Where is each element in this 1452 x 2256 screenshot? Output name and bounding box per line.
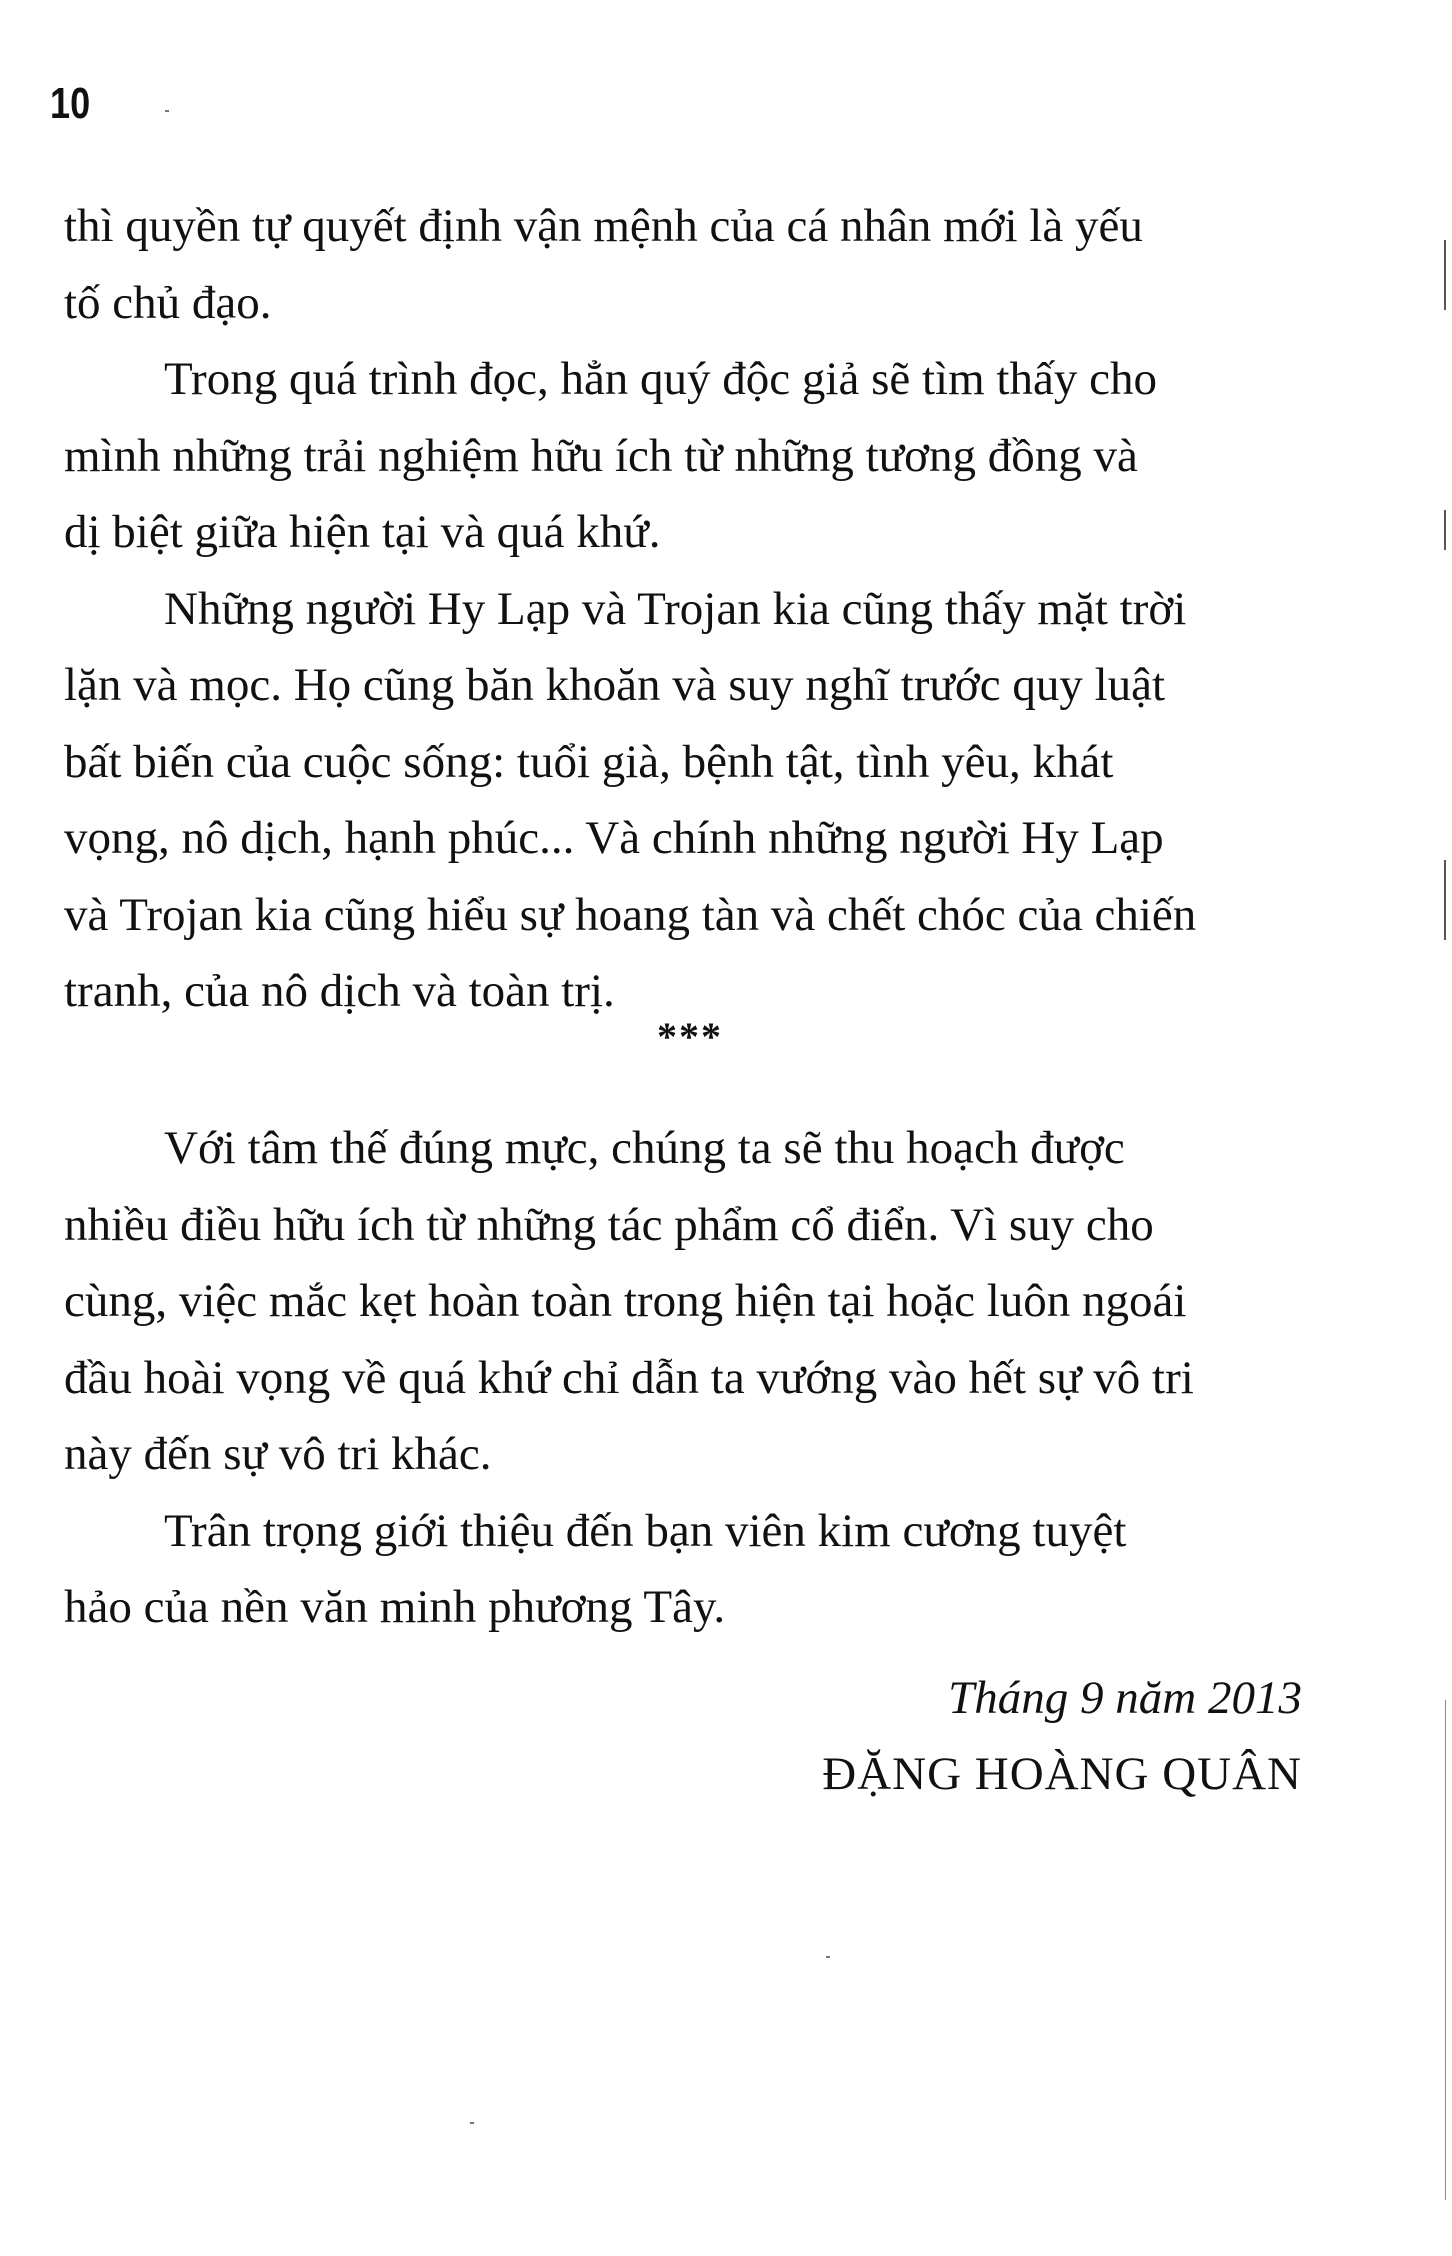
text-line: này đến sự vô tri khác.	[64, 1428, 492, 1480]
scan-edge-mark	[1444, 860, 1446, 940]
text-line: thì quyền tự quyết định vận mệnh của cá nhân mới là yếu	[64, 200, 1143, 252]
text-line: lặn và mọc. Họ cũng băn khoăn và suy nghĩ trước quy luật	[64, 659, 1166, 711]
scan-edge-mark	[1445, 1700, 1446, 2200]
text-line: hảo của nền văn minh phương Tây.	[64, 1581, 726, 1633]
scan-edge-mark	[1444, 240, 1446, 310]
body-text-after-separator	[64, 1110, 1314, 1646]
text-line: Trân trọng giới thiệu đến bạn viên kim cương tuyệt	[164, 1504, 1127, 1557]
section-separator: ***	[657, 1014, 723, 1059]
paragraph	[64, 571, 1314, 1030]
text-line: đầu hoài vọng về quá khứ chỉ dẫn ta vướng vào hết sự vô tri	[64, 1351, 1194, 1404]
text-line: và Trojan kia cũng hiểu sự hoang tàn và chết chóc của chiến	[64, 888, 1197, 941]
paragraph	[64, 1110, 1314, 1493]
scan-speck	[470, 2122, 474, 2124]
paragraph	[64, 188, 1314, 341]
text-line: Với tâm thế đúng mực, chúng ta sẽ thu hoạch được	[164, 1122, 1125, 1174]
scan-speck	[826, 1956, 830, 1958]
scan-edge-mark	[1444, 510, 1446, 550]
text-line: Trong quá trình đọc, hẳn quý độc giả sẽ tìm thấy cho	[164, 353, 1157, 405]
body-text-before-separator	[64, 188, 1314, 1030]
text-line: tố chủ đạo.	[64, 276, 272, 329]
text-line: bất biến của cuộc sống: tuổi già, bệnh tật, tình yêu, khát	[64, 735, 1114, 788]
scan-speck	[165, 110, 169, 112]
signoff-date: Tháng 9 năm 2013	[948, 1672, 1302, 1724]
text-line: cùng, việc mắc kẹt hoàn toàn trong hiện tại hoặc luôn ngoái	[64, 1275, 1187, 1327]
text-line: nhiều điều hữu ích từ những tác phẩm cổ điển. Vì suy cho	[64, 1198, 1154, 1251]
text-line: tranh, của nô dịch và toàn trị.	[64, 965, 615, 1017]
text-line: Những người Hy Lạp và Trojan kia cũng thấy mặt trời	[164, 582, 1187, 635]
text-line: mình những trải nghiệm hữu ích từ những tương đồng và	[64, 429, 1138, 482]
signoff-author: ĐẶNG HOÀNG QUÂN	[822, 1748, 1302, 1800]
page-number: 10	[50, 79, 91, 128]
text-line: vọng, nô dịch, hạnh phúc... Và chính những người Hy Lạp	[64, 812, 1164, 864]
paragraph	[64, 341, 1314, 571]
signoff	[822, 1660, 1302, 1812]
paragraph	[64, 1493, 1314, 1646]
text-line: dị biệt giữa hiện tại và quá khứ.	[64, 506, 661, 558]
